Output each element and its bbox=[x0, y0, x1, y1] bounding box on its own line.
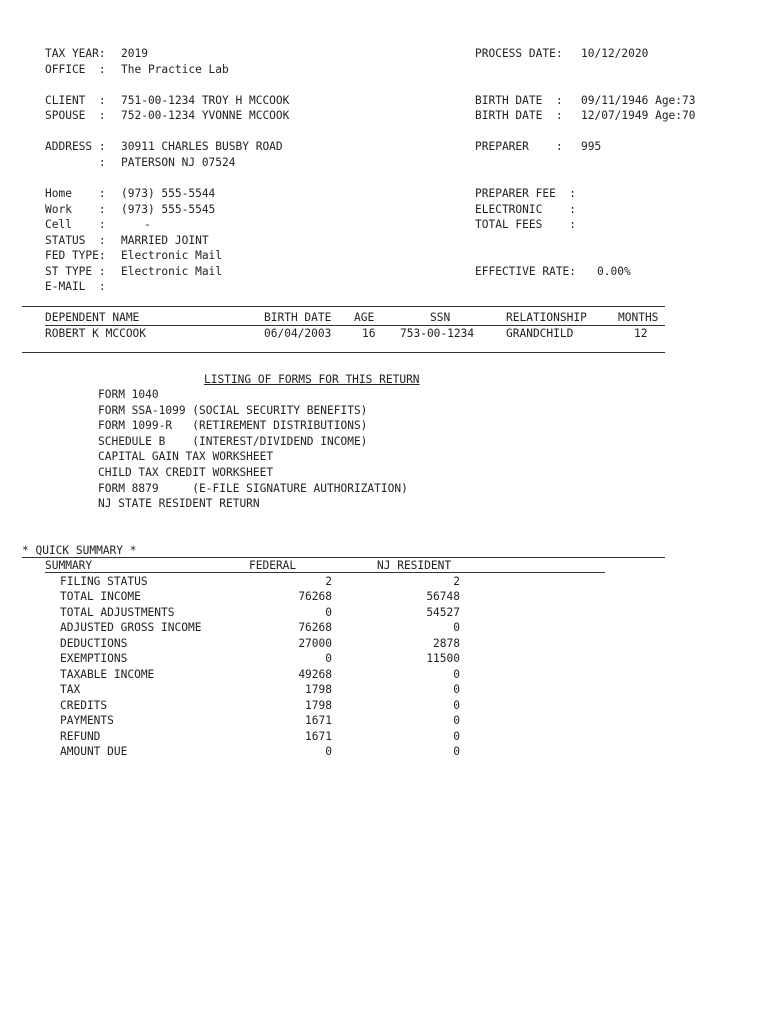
summary-row-label: TOTAL INCOME bbox=[60, 590, 141, 603]
summary-row-nj: 0 bbox=[453, 621, 460, 634]
home-label: Home : bbox=[45, 187, 106, 200]
summary-row-nj: 0 bbox=[453, 683, 460, 696]
electronic-label: ELECTRONIC : bbox=[475, 203, 577, 216]
preparer-label: PREPARER : bbox=[475, 140, 563, 153]
summary-row-label: ADJUSTED GROSS INCOME bbox=[60, 621, 202, 634]
dep-ssn: 753-00-1234 bbox=[400, 327, 475, 340]
divider-bottom bbox=[22, 352, 665, 353]
client-value: 751-00-1234 TROY H MCCOOK bbox=[121, 94, 290, 107]
process-date-value: 10/12/2020 bbox=[581, 47, 649, 60]
dep-name: ROBERT K MCCOOK bbox=[45, 327, 147, 340]
summary-row-label: PAYMENTS bbox=[60, 714, 114, 727]
summary-row-federal: 1671 bbox=[305, 730, 332, 743]
dep-header-ssn: SSN bbox=[430, 311, 451, 324]
process-date-label: PROCESS DATE: bbox=[475, 47, 563, 60]
summary-header-label: SUMMARY bbox=[45, 559, 93, 572]
summary-row-federal: 27000 bbox=[298, 637, 332, 650]
form-item: SCHEDULE B (INTEREST/DIVIDEND INCOME) bbox=[98, 435, 368, 448]
office-label: OFFICE : bbox=[45, 63, 106, 76]
summary-row-federal: 0 bbox=[325, 745, 332, 758]
work-label: Work : bbox=[45, 203, 106, 216]
form-item: FORM SSA-1099 (SOCIAL SECURITY BENEFITS) bbox=[98, 404, 368, 417]
summary-row-label: CREDITS bbox=[60, 699, 108, 712]
client-label: CLIENT : bbox=[45, 94, 106, 107]
summary-row-label: TAXABLE INCOME bbox=[60, 668, 155, 681]
client-birth-value: 09/11/1946 Age:73 bbox=[581, 94, 696, 107]
spouse-value: 752-00-1234 YVONNE MCCOOK bbox=[121, 109, 290, 122]
dep-header-age: AGE bbox=[354, 311, 375, 324]
summary-row-federal: 1798 bbox=[305, 683, 332, 696]
summary-row-federal: 0 bbox=[325, 606, 332, 619]
dep-header-underline bbox=[45, 325, 665, 326]
summary-row-nj: 2 bbox=[453, 575, 460, 588]
form-item: FORM 1040 bbox=[98, 388, 159, 401]
summary-row-label: AMOUNT DUE bbox=[60, 745, 128, 758]
form-item: NJ STATE RESIDENT RETURN bbox=[98, 497, 260, 510]
summary-row-federal: 76268 bbox=[298, 621, 332, 634]
summary-row-nj: 2878 bbox=[433, 637, 460, 650]
address-label: ADDRESS : bbox=[45, 140, 106, 153]
summary-row-nj: 11500 bbox=[426, 652, 460, 665]
summary-row-nj: 0 bbox=[453, 714, 460, 727]
cell-label: Cell : bbox=[45, 218, 106, 231]
summary-row-nj: 54527 bbox=[426, 606, 460, 619]
tax-year-value: 2019 bbox=[121, 47, 148, 60]
summary-row-label: REFUND bbox=[60, 730, 101, 743]
fed-type-value: Electronic Mail bbox=[121, 249, 223, 262]
total-fees-label: TOTAL FEES : bbox=[475, 218, 577, 231]
spouse-birth-label: BIRTH DATE : bbox=[475, 109, 563, 122]
summary-row-nj: 56748 bbox=[426, 590, 460, 603]
summary-title: * QUICK SUMMARY * bbox=[22, 544, 137, 557]
summary-header-rule bbox=[45, 572, 605, 573]
preparer-value: 995 bbox=[581, 140, 602, 153]
summary-row-label: TAX bbox=[60, 683, 81, 696]
divider-top bbox=[22, 306, 665, 307]
summary-header-nj: NJ RESIDENT bbox=[377, 559, 452, 572]
dep-months: 12 bbox=[634, 327, 648, 340]
office-value: The Practice Lab bbox=[121, 63, 229, 76]
cell-phone: - bbox=[144, 218, 151, 231]
forms-title: LISTING OF FORMS FOR THIS RETURN bbox=[204, 373, 420, 386]
summary-row-label: TOTAL ADJUSTMENTS bbox=[60, 606, 175, 619]
summary-row-nj: 0 bbox=[453, 745, 460, 758]
effective-rate-label: EFFECTIVE RATE: bbox=[475, 265, 577, 278]
summary-row-label: FILING STATUS bbox=[60, 575, 148, 588]
form-item: FORM 8879 (E-FILE SIGNATURE AUTHORIZATION) bbox=[98, 482, 408, 495]
client-birth-label: BIRTH DATE : bbox=[475, 94, 563, 107]
address-line2-label: : bbox=[45, 156, 106, 169]
work-phone: (973) 555-5545 bbox=[121, 203, 216, 216]
summary-row-federal: 1671 bbox=[305, 714, 332, 727]
dep-header-name: DEPENDENT NAME bbox=[45, 311, 140, 324]
st-type-value: Electronic Mail bbox=[121, 265, 223, 278]
summary-row-nj: 0 bbox=[453, 730, 460, 743]
dep-age: 16 bbox=[362, 327, 376, 340]
summary-row-federal: 0 bbox=[325, 652, 332, 665]
summary-header-federal: FEDERAL bbox=[249, 559, 297, 572]
form-item: FORM 1099-R (RETIREMENT DISTRIBUTIONS) bbox=[98, 419, 368, 432]
tax-year-label: TAX YEAR: bbox=[45, 47, 106, 60]
status-value: MARRIED JOINT bbox=[121, 234, 209, 247]
email-label: E-MAIL : bbox=[45, 280, 106, 293]
dep-birth: 06/04/2003 bbox=[264, 327, 332, 340]
summary-row-federal: 49268 bbox=[298, 668, 332, 681]
spouse-label: SPOUSE : bbox=[45, 109, 106, 122]
effective-rate-value: 0.00% bbox=[597, 265, 631, 278]
dep-header-birth: BIRTH DATE bbox=[264, 311, 332, 324]
summary-row-nj: 0 bbox=[453, 668, 460, 681]
form-item: CHILD TAX CREDIT WORKSHEET bbox=[98, 466, 274, 479]
summary-title-rule bbox=[22, 557, 665, 558]
form-item: CAPITAL GAIN TAX WORKSHEET bbox=[98, 450, 274, 463]
summary-row-federal: 1798 bbox=[305, 699, 332, 712]
summary-row-federal: 76268 bbox=[298, 590, 332, 603]
status-label: STATUS : bbox=[45, 234, 106, 247]
dep-relationship: GRANDCHILD bbox=[506, 327, 574, 340]
spouse-birth-value: 12/07/1949 Age:70 bbox=[581, 109, 696, 122]
home-phone: (973) 555-5544 bbox=[121, 187, 216, 200]
summary-row-nj: 0 bbox=[453, 699, 460, 712]
summary-row-label: EXEMPTIONS bbox=[60, 652, 128, 665]
summary-row-federal: 2 bbox=[325, 575, 332, 588]
dep-header-months: MONTHS bbox=[618, 311, 659, 324]
st-type-label: ST TYPE : bbox=[45, 265, 106, 278]
dep-header-relationship: RELATIONSHIP bbox=[506, 311, 587, 324]
fed-type-label: FED TYPE: bbox=[45, 249, 106, 262]
address-line2: PATERSON NJ 07524 bbox=[121, 156, 236, 169]
address-line1: 30911 CHARLES BUSBY ROAD bbox=[121, 140, 283, 153]
preparer-fee-label: PREPARER FEE : bbox=[475, 187, 577, 200]
summary-row-label: DEDUCTIONS bbox=[60, 637, 128, 650]
